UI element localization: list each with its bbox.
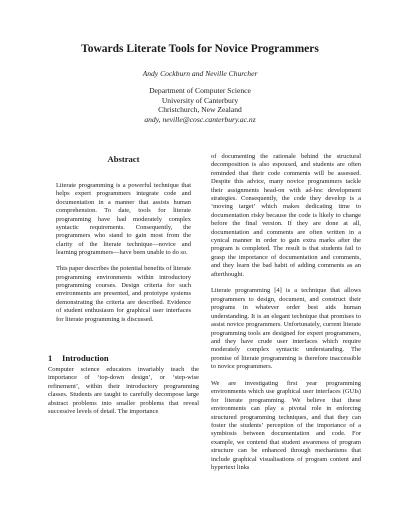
affiliation-city: Christchurch, New Zealand [158, 105, 242, 115]
affiliation-block [0, 86, 400, 124]
abstract-paragraph: Literate programming is a powerful technique that helps expert programmers integrate code and documentation in a manner that assists human comprehension. To date, tools for literate programming have had moderately complex syntactic requirements. Consequently, the programmers who stand to gain most from the clarity of the literate technique—novice and learning programmers—have been unable to do so. [56, 182, 191, 257]
introduction-paragraph: Computer science educators invariably teach the importance of ‘top-down design’, or ‘step-wise refinement’, within their introductory programming classes. Students are taught to carefully decompose large abstract problems into smaller problems that reveal successive levels of detail. The importance [48, 366, 199, 416]
abstract-heading: Abstract [107, 154, 140, 164]
body-paragraph: We are investigating first year programming environments which use graphical user interfaces (GUIs) for literate programming. We believe that these environments can play a pivotal role in enforcing structured programming techniques, and that they can foster the students’ perception of the importance of a symbiosis between documentation and code. For example, we contend that student awareness of program structure can be enhanced through mechanisms that include graphical visualisations of program content and hypertext links [211, 379, 361, 471]
paper-title: Towards Literate Tools for Novice Programmers [81, 43, 319, 55]
right-column [211, 153, 361, 472]
section-number: 1 [48, 353, 53, 363]
affiliation-department: Department of Computer Science [149, 86, 251, 95]
section-heading-introduction [48, 353, 199, 363]
body-paragraph: Literate programming [4] is a technique that allows programmers to design, document, and construct their programs in whatever order best aids human understanding. It is an elegant technique that promises to assist novice programmers. Unfortunately, current literate programming tools are designed for expert programmers, and they have crude user interfaces which require moderately complex syntactic understanding. The promise of literate programming is therefore inaccessible to novice programmers. [211, 287, 361, 371]
affiliation-university: University of Canterbury [161, 95, 239, 105]
abstract-paragraph: This paper describes the potential benefits of literate programming environments within introductory programming courses. Design criteria for such environments are presented, and prototype systems demonstrating the criteria are described. Evidence of student enthusiasm for graphical user interfaces for literate programming is discussed. [56, 265, 191, 323]
abstract-body [56, 182, 191, 332]
section-title: Introduction [62, 353, 109, 363]
author-names: Andy Cockburn and Neville Churcher [142, 69, 258, 78]
author-emails: andy, neville@cosc.canterbury.ac.nz [144, 114, 256, 124]
body-paragraph: of documenting the rationale behind the structural decomposition is also espoused, and students are often reminded that their code comments will be assessed. Despite this advice, many novice programmers tackle their assignments head-on with ad-hoc development strategies. Consequently, the code they develop is a ‘moving target’ which makes dedicating time to documentation risky because the code is likely to change before the final version. If they are done at all, documentation and comments are often written in a cynical manner in order to gain extra marks after the program is completed. The result is that students fail to grasp the importance of documentation and comments, and they learn the bad habit of adding comments as an afterthought. [211, 153, 361, 278]
